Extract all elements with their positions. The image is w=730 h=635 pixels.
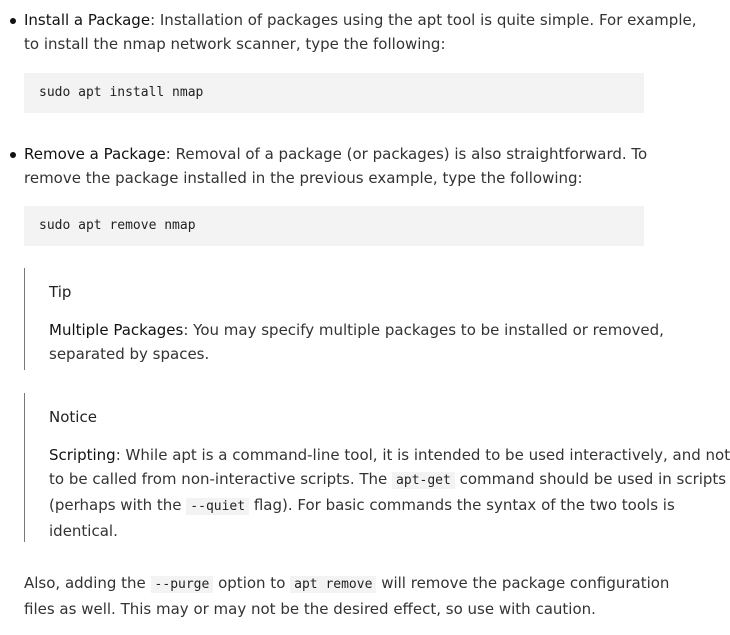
- remove-code-block[interactable]: sudo apt remove nmap: [24, 206, 644, 246]
- inline-code-apt-get: apt-get: [392, 472, 455, 489]
- remove-term: Remove a Package: [24, 145, 166, 163]
- list-item-remove: [0, 142, 660, 190]
- notice-title: Notice: [49, 408, 97, 426]
- remove-description: [24, 142, 660, 190]
- closing-paragraph: [24, 571, 670, 621]
- tip-line-2: separated by spaces.: [49, 345, 210, 363]
- closing-line-1: Also, adding the --purge option to apt remove will remove the package configuration: [24, 574, 670, 592]
- list-item-install: [0, 8, 697, 56]
- remove-line-2: remove the package installed in the previous example, type the following:: [24, 169, 583, 187]
- tip-body: [49, 318, 689, 366]
- notice-admonition: [24, 393, 730, 542]
- tip-line-1: Multiple Packages: You may specify multiple packages to be installed or removed,: [49, 321, 664, 339]
- bullet-icon: [10, 18, 16, 24]
- install-description: [24, 8, 697, 56]
- notice-body: [49, 443, 730, 543]
- inline-code-quiet: --quiet: [186, 498, 249, 515]
- tip-title: Tip: [49, 283, 72, 301]
- bullet-icon: [10, 152, 16, 158]
- install-line-1: Install a Package: Installation of packages using the apt tool is quite simple. For example,: [24, 11, 697, 29]
- notice-line-3: (perhaps with the --quiet flag). For basic commands the syntax of the two tools is: [49, 496, 675, 514]
- install-line-2: to install the nmap network scanner, type the following:: [24, 35, 446, 53]
- notice-line-1: Scripting: While apt is a command-line tool, it is intended to be used interactively, and not: [49, 446, 730, 464]
- notice-line-4: identical.: [49, 522, 118, 540]
- closing-line-2: files as well. This may or may not be the desired effect, so use with caution.: [24, 600, 596, 618]
- install-code-block[interactable]: sudo apt install nmap: [24, 73, 644, 113]
- inline-code-apt-remove: apt remove: [290, 576, 376, 593]
- remove-line-1: Remove a Package: Removal of a package (or packages) is also straightforward. To: [24, 145, 648, 163]
- notice-line-2: to be called from non-interactive scripts. The apt-get command should be used in scripts: [49, 470, 727, 488]
- inline-code-purge: --purge: [151, 576, 214, 593]
- tip-admonition: [24, 268, 665, 370]
- notice-term: Scripting: [49, 446, 116, 464]
- tip-term: Multiple Packages: [49, 321, 184, 339]
- install-term: Install a Package: [24, 11, 151, 29]
